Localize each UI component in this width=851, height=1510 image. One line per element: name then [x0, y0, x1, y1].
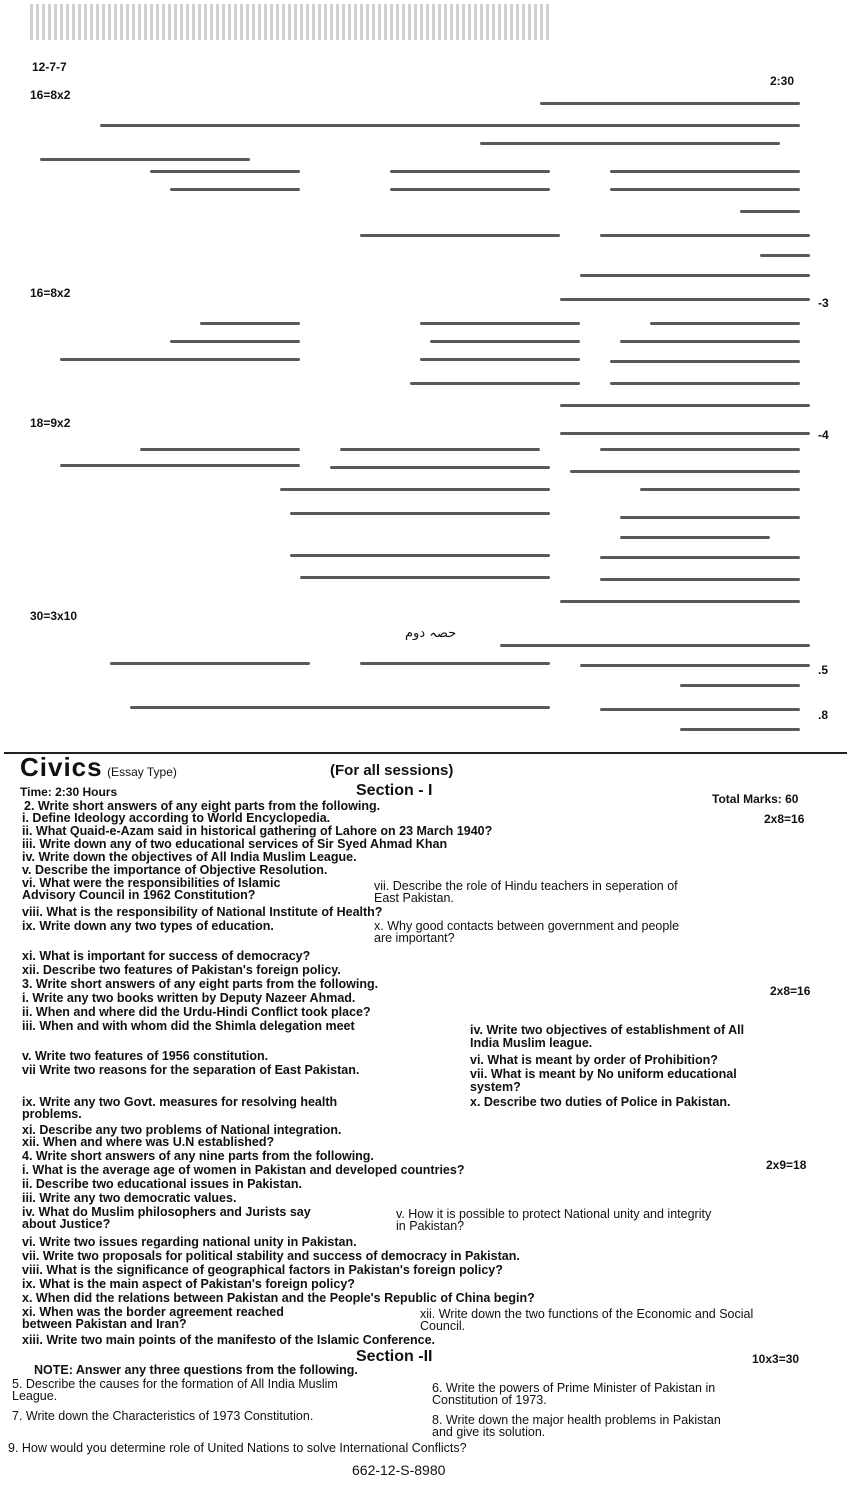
urdu-text-line	[650, 322, 800, 325]
section2-note: NOTE: Answer any three questions from the following.	[34, 1363, 358, 1377]
urdu-qnum-4: -4	[818, 428, 829, 442]
urdu-header-right: 2:30	[770, 74, 795, 88]
q3-item: iii. When and with whom did the Shimla delegation meet	[22, 1019, 355, 1033]
urdu-text-line	[130, 706, 550, 709]
q2-item: xii. Describe two features of Pakistan's foreign policy.	[22, 963, 341, 977]
s2-item: 8. Write down the major health problems in Pakistan	[432, 1413, 721, 1427]
q4-item: about Justice?	[22, 1217, 111, 1231]
urdu-text-line	[410, 382, 580, 385]
urdu-qnum-5: .5	[818, 663, 829, 677]
section1-title: Section - I	[356, 782, 433, 799]
q2-item: ix. Write down any two types of education.	[22, 919, 274, 933]
q2-item: ii. What Quaid-e-Azam said in historical gathering of Lahore on 23 March 1940?	[22, 824, 493, 838]
q4-item: Council.	[420, 1319, 466, 1333]
urdu-text-line	[600, 448, 800, 451]
urdu-text-line	[620, 340, 800, 343]
q2-item: v. Describe the importance of Objective Resolution.	[22, 863, 328, 877]
urdu-text-line	[600, 578, 800, 581]
urdu-text-line	[360, 234, 560, 237]
s2-item: League.	[12, 1389, 58, 1403]
s2-item: 9. How would you determine role of United Nations to solve International Conflicts?	[8, 1441, 467, 1455]
urdu-text-line	[740, 210, 800, 213]
q4-item: xi. When was the border agreement reached	[22, 1305, 284, 1319]
q4-item: ii. Describe two educational issues in Pakistan.	[22, 1177, 302, 1191]
urdu-text-line	[760, 254, 810, 257]
urdu-marks-q3: 16=8x2	[30, 286, 71, 300]
urdu-text-line	[390, 170, 550, 173]
q3-item: ii. When and where did the Urdu-Hindi Conflict took place?	[22, 1005, 371, 1019]
urdu-text-line	[600, 556, 800, 559]
q2-item: iv. Write down the objectives of All India Muslim League.	[22, 850, 357, 864]
s2-item: Constitution of 1973.	[432, 1393, 547, 1407]
urdu-text-line	[480, 142, 780, 145]
section2-marks: 10x3=30	[752, 1352, 800, 1366]
q4-marks: 2x9=18	[766, 1158, 807, 1172]
q4-title: 4. Write short answers of any nine parts from the following.	[22, 1149, 374, 1163]
s2-item: and give its solution.	[432, 1425, 546, 1439]
sessions-label: (For all sessions)	[330, 762, 454, 779]
q3-item: vi. What is meant by order of Prohibition?	[470, 1053, 718, 1067]
urdu-text-line	[420, 358, 580, 361]
total-marks: Total Marks: 60	[712, 792, 799, 806]
urdu-text-line	[40, 158, 250, 161]
q4-item: ix. What is the main aspect of Pakistan's foreign policy?	[22, 1277, 355, 1291]
urdu-qnum-8: .8	[818, 708, 829, 722]
q2-item: xi. What is important for success of democracy?	[22, 949, 311, 963]
section2-title: Section -II	[356, 1348, 433, 1365]
urdu-text-line	[620, 516, 800, 519]
subject-name: Civics	[20, 752, 103, 782]
urdu-text-line	[560, 600, 800, 603]
q2-item: x. Why good contacts between government and people	[374, 919, 680, 933]
urdu-text-line	[600, 234, 810, 237]
q2-item: i. Define Ideology according to World Encyclopedia.	[22, 811, 331, 825]
q3-item: xi. Describe any two problems of National integration.	[22, 1123, 342, 1137]
urdu-text-line	[100, 124, 800, 127]
urdu-section-heading: حصہ دوم	[405, 626, 457, 641]
q2-item: Advisory Council in 1962 Constitution?	[22, 888, 256, 902]
urdu-text-line	[340, 448, 540, 451]
q3-item: problems.	[22, 1107, 82, 1121]
q4-item: i. What is the average age of women in Pakistan and developed countries?	[22, 1163, 465, 1177]
urdu-text-line	[170, 340, 300, 343]
urdu-text-line	[580, 274, 810, 277]
urdu-text-line	[560, 298, 810, 301]
q3-item: ix. Write any two Govt. measures for resolving health	[22, 1095, 338, 1109]
q4-item: v. How it is possible to protect National unity and integrity	[396, 1207, 712, 1221]
urdu-text-line	[330, 466, 550, 469]
time-label: Time: 2:30 Hours	[20, 785, 118, 799]
q4-item: in Pakistan?	[396, 1219, 465, 1233]
q4-item: xiii. Write two main points of the manifesto of the Islamic Conference.	[22, 1333, 436, 1347]
q3-item: iv. Write two objectives of establishment of All	[470, 1023, 745, 1037]
urdu-text-line	[680, 728, 800, 731]
q3-item: India Muslim league.	[470, 1036, 593, 1050]
urdu-text-line	[610, 170, 800, 173]
urdu-text-line	[430, 340, 580, 343]
s2-item: 6. Write the powers of Prime Minister of Pakistan in	[432, 1381, 716, 1395]
urdu-text-line	[60, 358, 300, 361]
q3-item: v. Write two features of 1956 constitution.	[22, 1049, 269, 1063]
q2-item: vi. What were the responsibilities of Islamic	[22, 876, 281, 890]
q4-item: vi. Write two issues regarding national unity in Pakistan.	[22, 1235, 357, 1249]
urdu-text-line	[360, 662, 550, 665]
scanned-header	[30, 4, 550, 40]
urdu-text-line	[640, 488, 800, 491]
urdu-header-left: 12-7-7	[32, 60, 67, 74]
q4-item: viii. What is the significance of geographical factors in Pakistan's foreign policy?	[22, 1263, 503, 1277]
q3-marks: 2x8=16	[770, 984, 811, 998]
essay-type: (Essay Type)	[107, 765, 177, 779]
q2-item: vii. Describe the role of Hindu teachers in seperation of	[374, 879, 678, 893]
q3-title: 3. Write short answers of any eight parts from the following.	[22, 977, 379, 991]
q2-marks: 2x8=16	[764, 812, 805, 826]
q4-item: between Pakistan and Iran?	[22, 1317, 187, 1331]
q3-item: vii. What is meant by No uniform educational	[470, 1067, 737, 1081]
urdu-text-line	[300, 576, 550, 579]
urdu-text-line	[290, 512, 550, 515]
q2-item: viii. What is the responsibility of National Institute of Health?	[22, 905, 383, 919]
urdu-text-line	[140, 448, 300, 451]
subject-title	[20, 752, 177, 783]
urdu-qnum-3: -3	[818, 296, 829, 310]
q4-item: x. When did the relations between Pakistan and the People's Republic of China begin?	[22, 1291, 535, 1305]
q2-item: are important?	[374, 931, 455, 945]
urdu-marks-q2: 16=8x2	[30, 88, 71, 102]
urdu-text-line	[560, 432, 810, 435]
q2-item: East Pakistan.	[374, 891, 454, 905]
q3-item: i. Write any two books written by Deputy Nazeer Ahmad.	[22, 991, 356, 1005]
q3-item: x. Describe two duties of Police in Pakistan.	[470, 1095, 731, 1109]
urdu-text-line	[420, 322, 580, 325]
q2-item: iii. Write down any of two educational services of Sir Syed Ahmad Khan	[22, 837, 448, 851]
q4-item: iii. Write any two democratic values.	[22, 1191, 237, 1205]
urdu-text-line	[610, 188, 800, 191]
urdu-text-line	[620, 536, 770, 539]
urdu-text-line	[610, 382, 800, 385]
q4-item: vii. Write two proposals for political stability and success of democracy in Pakistan.	[22, 1249, 520, 1263]
urdu-text-line	[560, 404, 810, 407]
urdu-text-line	[580, 664, 810, 667]
q4-item: xii. Write down the two functions of the Economic and Social	[420, 1307, 754, 1321]
urdu-text-line	[500, 644, 810, 647]
urdu-text-line	[60, 464, 300, 467]
urdu-text-line	[110, 662, 310, 665]
urdu-text-line	[280, 488, 550, 491]
urdu-text-line	[570, 470, 800, 473]
urdu-text-line	[540, 102, 800, 105]
urdu-text-line	[600, 708, 800, 711]
q4-item: iv. What do Muslim philosophers and Jurists say	[22, 1205, 311, 1219]
q3-item: vii Write two reasons for the separation of East Pakistan.	[22, 1063, 360, 1077]
urdu-text-line	[200, 322, 300, 325]
s2-item: 5. Describe the causes for the formation of All India Muslim	[12, 1377, 338, 1391]
q3-item: system?	[470, 1080, 521, 1094]
urdu-text-line	[150, 170, 300, 173]
urdu-marks-q4: 18=9x2	[30, 416, 71, 430]
q3-item: xii. When and where was U.N established?	[22, 1135, 275, 1149]
s2-item: 7. Write down the Characteristics of 1973 Constitution.	[12, 1409, 314, 1423]
urdu-marks-q5: 30=3x10	[30, 609, 78, 623]
urdu-text-line	[610, 360, 800, 363]
urdu-text-line	[680, 684, 800, 687]
urdu-text-line	[390, 188, 550, 191]
urdu-text-line	[170, 188, 300, 191]
q2-title: 2. Write short answers of any eight parts from the following.	[24, 799, 381, 813]
urdu-text-line	[290, 554, 550, 557]
paper-code: 662-12-S-8980	[352, 1462, 446, 1478]
